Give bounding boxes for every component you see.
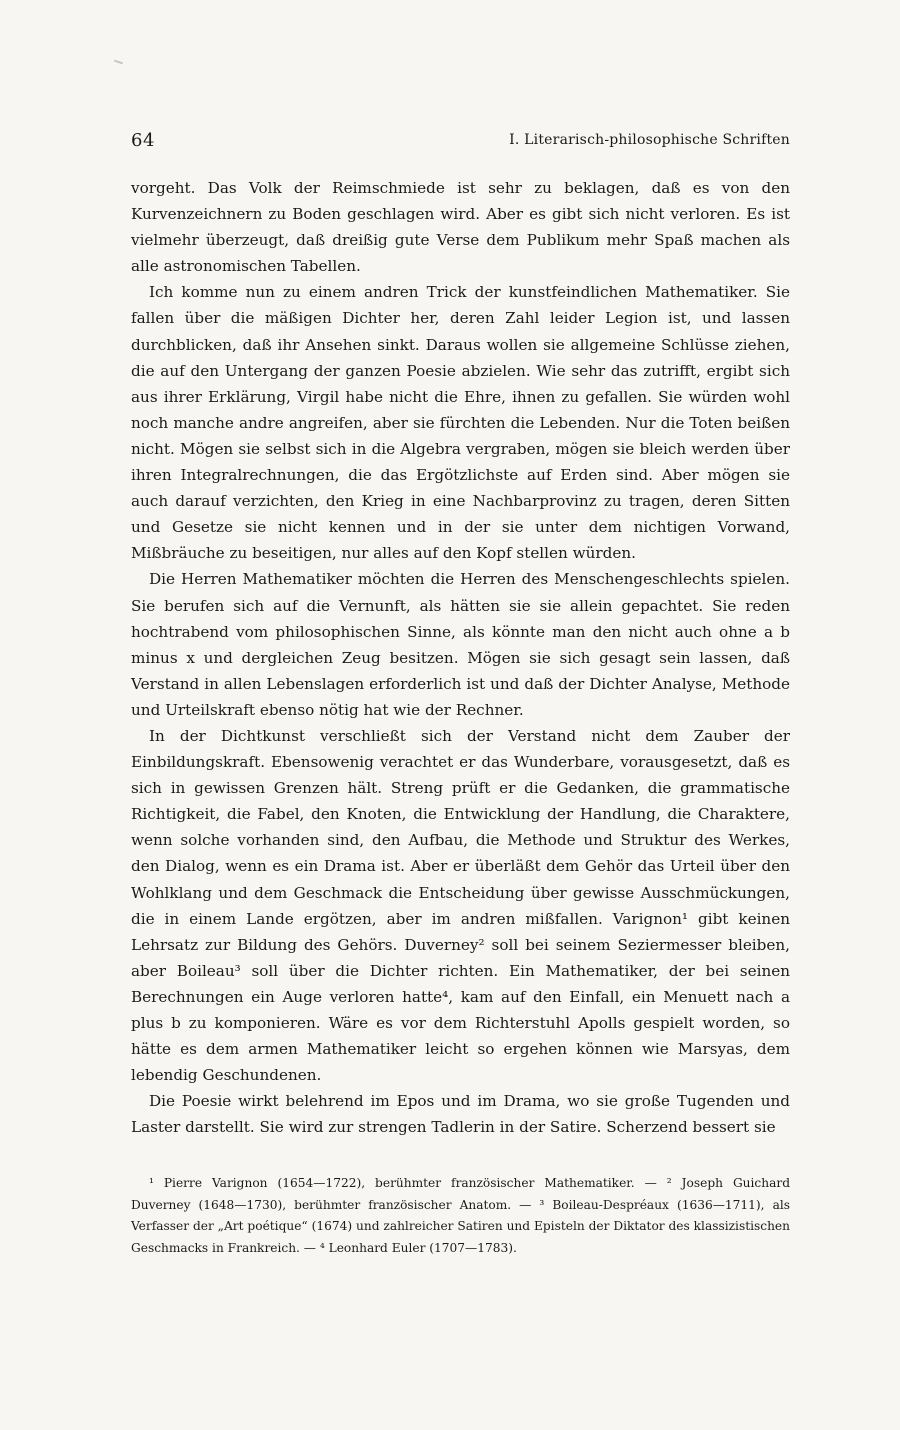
book-page xyxy=(131,120,790,1259)
paragraph-poetry-instructs: Die Poesie wirkt belehrend im Epos und im Drama, wo sie große Tugenden und Laster darstellt. Sie wird zur strengen Tadlerin in der Satire. Scherzend bessert sie xyxy=(131,1092,790,1137)
scan-speck xyxy=(114,60,123,65)
page-number: 64 xyxy=(131,130,155,151)
body-text xyxy=(131,175,790,1140)
paragraph-lords-of-mankind: Die Herren Mathematiker möchten die Herren des Menschengeschlechts spielen. Sie berufen sich auf die Vernunft, als hätten sie sie allein gepachtet. Sie reden hochtrabend vom philosophischen Sinne, als könnte man den nicht auch ohne a b minus x und dergleichen Zeug besitzen. Mögen sie sich gesagt sein lassen, daß Verstand in allen Lebenslagen erforderlich ist und daß der Dichter Analyse, Methode und Urteilskraft ebenso nötig hat wie der Rechner. xyxy=(131,570,790,719)
footnotes: ¹ Pierre Varignon (1654—1722), berühmter französischer Mathematiker. — ² Joseph Guichard Duverney (1648—1730), berühmter französischer Anatom. — ³ Boileau-Despréaux (1636—1711), als Verfasser der „Art poétique“ (1674) und zahlreicher Satiren und Episteln der Diktator des klassizistischen Geschmacks in Frankreich. — ⁴ Leonhard Euler (1707—1783). xyxy=(131,1176,790,1255)
paragraph-mathematicians-trick: Ich komme nun zu einem andren Trick der kunstfeindlichen Mathematiker. Sie fallen über die mäßigen Dichter her, deren Zahl leider Legion ist, und lassen durchblicken, daß ihr Ansehen sinkt. Daraus wollen sie allgemeine Schlüsse ziehen, die auf den Untergang der ganzen Poesie abzielen. Wie sehr das zutrifft, ergibt sich aus ihrer Erklärung, Virgil habe nicht die Ehre, ihnen zu gefallen. Sie würden wohl noch manche andre angreifen, aber sie fürchten die Lebenden. Nur die Toten beißen nicht. Mögen sie selbst sich in die Algebra vergraben, mögen sie bleich werden über ihren Integralrechnungen, die das Ergötzlichste auf Erden sind. Aber mögen sie auch darauf verzichten, den Krieg in eine Nachbarprovinz zu tragen, deren Sitten und Gesetze sie nicht kennen und in der sie unter dem nichtigen Vorwand, Mißbräuche zu beseitigen, nur alles auf den Kopf stellen würden. xyxy=(131,283,790,563)
paragraph-continuation: vorgeht. Das Volk der Reimschmiede ist sehr zu beklagen, daß es von den Kurvenzeichnern zu Boden geschlagen wird. Aber es gibt sich nicht verloren. Es ist vielmehr überzeugt, daß dreißig gute Verse dem Publikum mehr Spaß machen als alle astronomischen Tabellen. xyxy=(131,179,790,276)
running-head: I. Literarisch-philosophische Schriften xyxy=(509,132,790,148)
page-header xyxy=(131,120,790,160)
paragraph-reason-in-poetry: In der Dichtkunst verschließt sich der Verstand nicht dem Zauber der Einbildungskraft. Ebensowenig verachtet er das Wunderbare, vorausgesetzt, daß es sich in gewissen Grenzen hält. Streng prüft er die Gedanken, die grammatische Richtigkeit, die Fabel, den Knoten, die Entwicklung der Handlung, die Charaktere, wenn solche vorhanden sind, den Aufbau, die Methode und Struktur des Werkes, den Dialog, wenn es ein Drama ist. Aber er überläßt dem Gehör das Urteil über den Wohlklang und dem Geschmack die Entscheidung über gewisse Ausschmückungen, die in einem Lande ergötzen, aber im andren mißfallen. Varignon¹ gibt keinen Lehrsatz zur Bildung des Gehörs. Duverney² soll bei seinem Seziermesser bleiben, aber Boileau³ soll über die Dichter richten. Ein Mathematiker, der bei seinen Berechnungen ein Auge verloren hatte⁴, kam auf den Einfall, ein Menuett nach a plus b zu komponieren. Wäre es vor dem Richterstuhl Apolls gespielt worden, so hätte es dem armen Mathematiker leicht so ergehen können wie Marsyas, dem lebendig Geschundenen. xyxy=(131,726,790,1085)
